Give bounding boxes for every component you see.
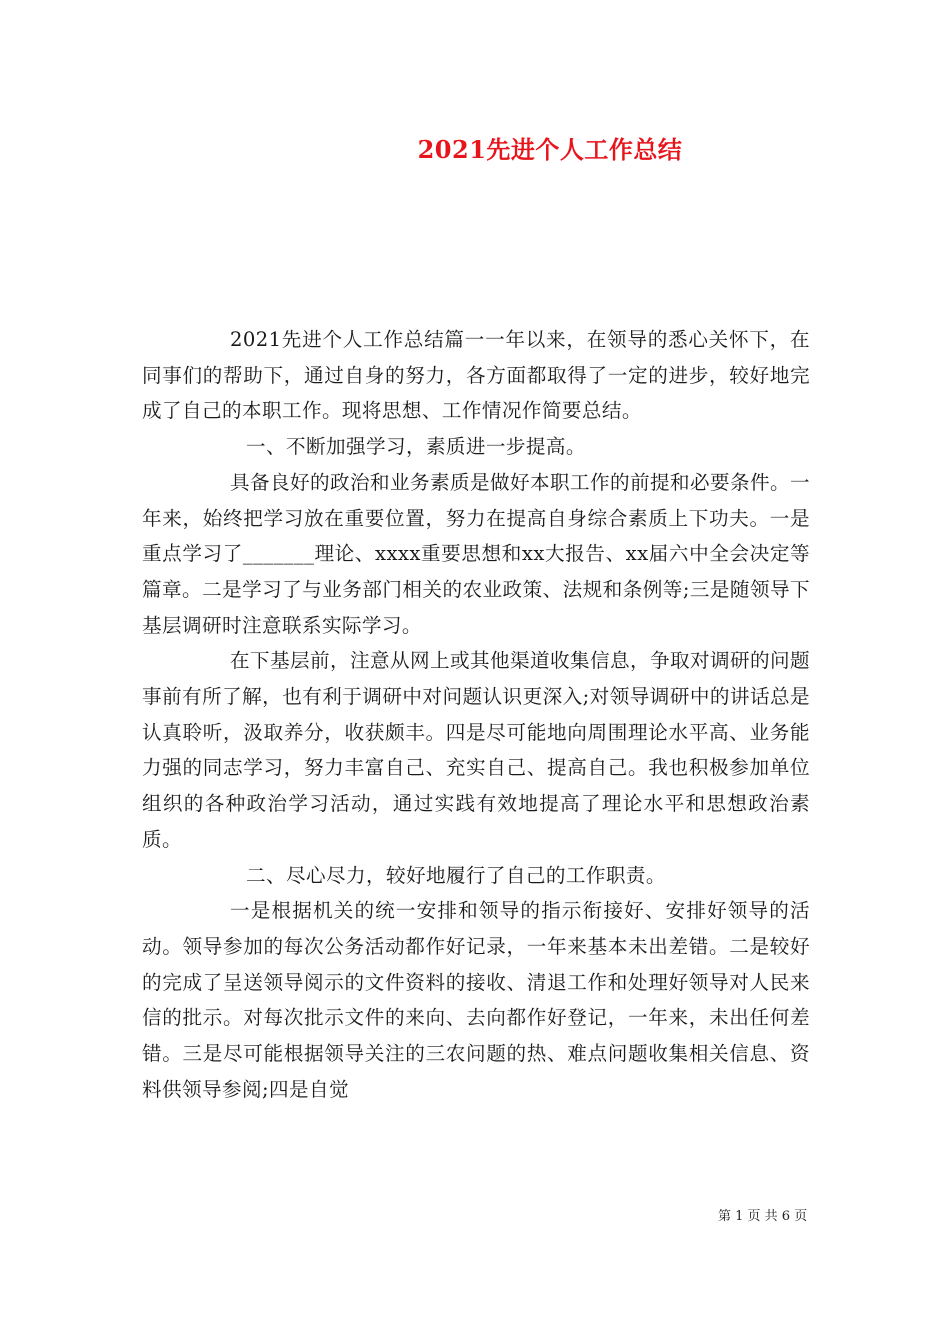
document-body [142,322,810,1107]
section-heading-1: 一、不断加强学习，素质进一步提高。 [246,435,586,459]
paragraph-research: 在下基层前，注意从网上或其他渠道收集信息，争取对调研的问题事前有所了解，也有利于调研中对问题认识更深入;对领导调研中的讲话总是认真聆听，汲取养分，收获颇丰。四是尽可能地向周围理论水平高、业务能力强的同志学习，努力丰富自己、充实自己、提高自己。我也积极参加单位组织的各种政治学习活动，通过实践有效地提高了理论水平和思想政治素质。 [142,649,810,851]
paragraph-duties: 一是根据机关的统一安排和领导的指示衔接好、安排好领导的活动。领导参加的每次公务活动都作好记录，一年来基本未出差错。二是较好的完成了呈送领导阅示的文件资料的接收、清退工作和处理好领导对人民来信的批示。对每次批示文件的来向、去向都作好登记，一年来，未出任何差错。三是尽可能根据领导关注的三农问题的热、难点问题收集相关信息、资料供领导参阅;四是自觉 [142,899,810,1101]
page-number: 第 1 页 共 6 页 [718,1209,808,1224]
paragraph-study: 具备良好的政治和业务素质是做好本职工作的前提和必要条件。一年来，始终把学习放在重要位置，努力在提高自身综合素质上下功夫。一是重点学习了_______理论、xxxx重要思想和xx大报告、xx届六中全会决定等篇章。二是学习了与业务部门相关的农业政策、法规和条例等;三是随领导下基层调研时注意联系实际学习。 [142,470,810,637]
section-heading-2: 二、尽心尽力，较好地履行了自己的工作职责。 [246,863,666,887]
paragraph-intro: 2021先进个人工作总结篇一一年以来，在领导的悉心关怀下，在同事们的帮助下，通过自身的努力，各方面都取得了一定的进步，较好地完成了自己的本职工作。现将思想、工作情况作简要总结。 [142,328,810,423]
document-title: 2021先进个人工作总结 [417,135,683,164]
